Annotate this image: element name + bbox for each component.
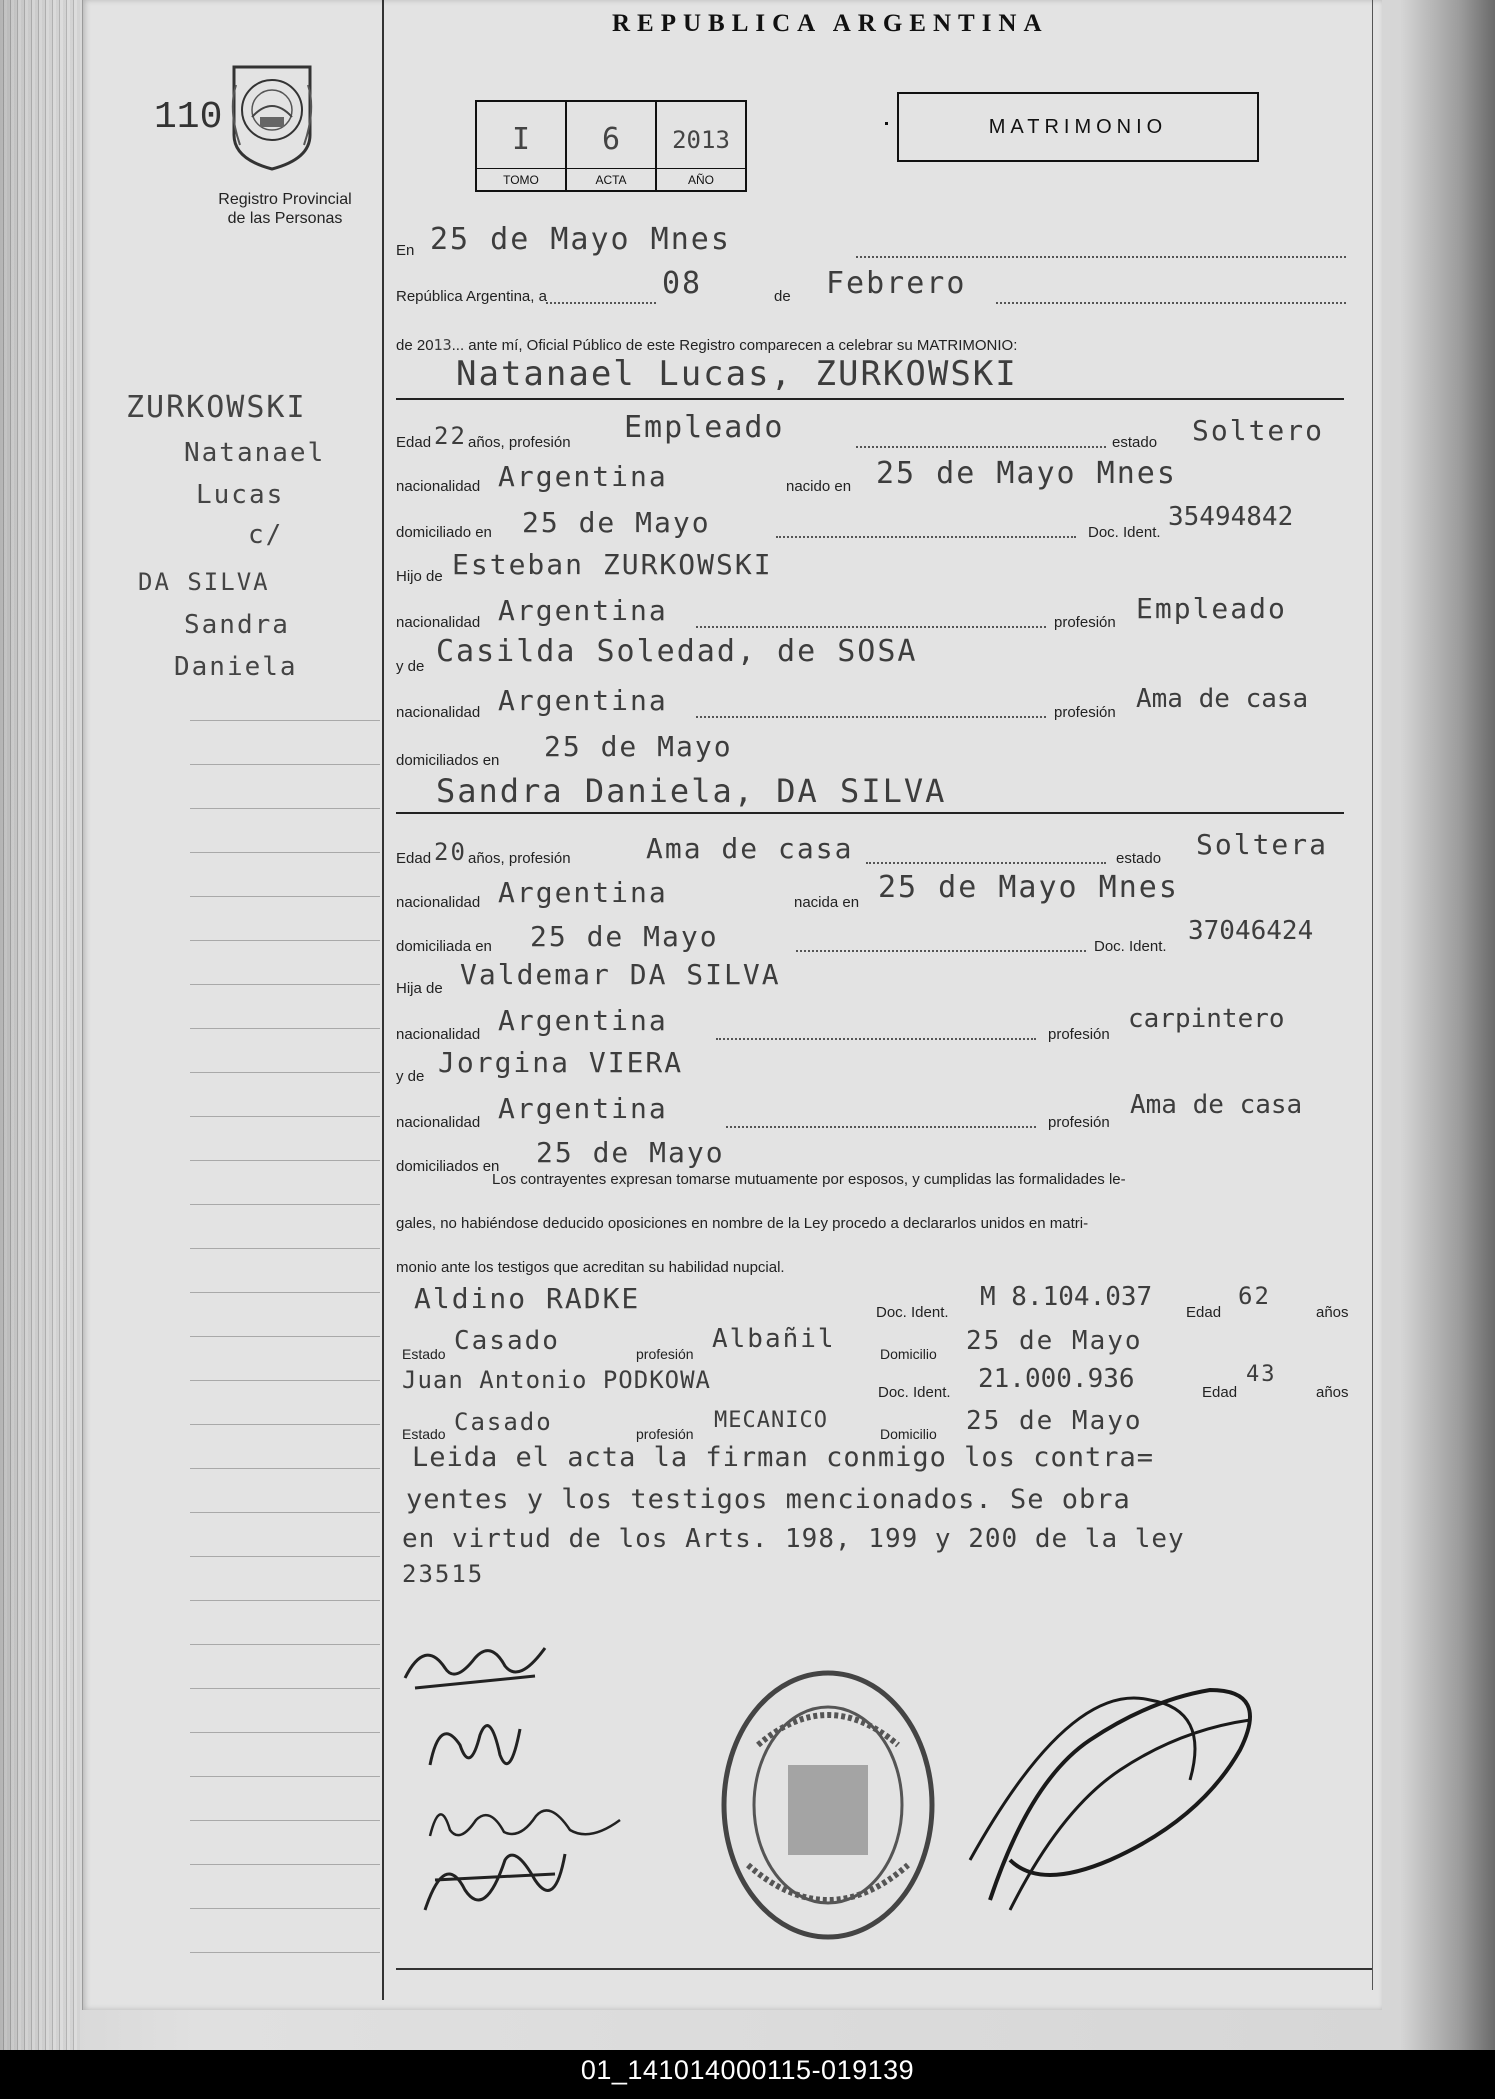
section-rule <box>396 812 1344 814</box>
witness-2-address: 25 de Mayo <box>966 1406 1143 1436</box>
domiciliados-label: domiciliados en <box>396 752 500 769</box>
groom-father-profession: Empleado <box>1136 592 1287 625</box>
domicilio-label: Domicilio <box>880 1346 937 1362</box>
estado-label: estado <box>1116 850 1162 867</box>
page-number: 110 <box>154 96 223 139</box>
file-identifier: 01_141014000115-019139 <box>580 2055 915 2085</box>
year-prefix: de 20 <box>396 337 434 354</box>
anos-profesion-label: años, profesión <box>468 850 571 867</box>
nacida-label: nacida en <box>794 894 860 911</box>
margin-connector: c/ <box>248 520 284 550</box>
bride-birthplace: 25 de Mayo Mnes <box>878 870 1179 905</box>
witness-2-name: Juan Antonio PODKOWA <box>402 1366 711 1394</box>
dotted-fill <box>696 716 1046 718</box>
margin-ruled-line <box>190 1292 380 1293</box>
margin-ruled-line <box>190 1468 380 1469</box>
domiciliados-label: domiciliados en <box>396 1158 500 1175</box>
groom-age: 22 <box>434 422 467 450</box>
groom-profession: Empleado <box>624 410 785 445</box>
witness-1-details-line <box>396 1322 1495 1362</box>
bride-mother-line <box>396 1044 1495 1084</box>
margin-ruled-line <box>190 1732 380 1733</box>
bride-name-line <box>396 766 1495 812</box>
delegate-stamp <box>1020 1750 1220 1810</box>
acta-cell <box>567 102 657 190</box>
nacionalidad-label: nacionalidad <box>396 478 481 495</box>
yde-label: y de <box>396 658 425 675</box>
groom-mother: Casilda Soledad, de SOSA <box>436 634 918 669</box>
bottom-border <box>396 1968 1372 1970</box>
groom-father: Esteban ZURKOWSKI <box>452 548 773 581</box>
bride-mother-nationality: Argentina <box>498 1092 668 1125</box>
republica-label: República Argentina, a <box>396 288 547 305</box>
edad-label: Edad <box>1186 1304 1222 1321</box>
profesion-label: profesión <box>1048 1026 1110 1043</box>
margin-firstname-bride: Sandra <box>184 610 290 640</box>
bride-father: Valdemar DA SILVA <box>460 958 781 991</box>
domiciliada-label: domiciliada en <box>396 938 492 955</box>
anio-label: AÑO <box>657 168 745 190</box>
closing-note-line <box>396 1560 1495 1600</box>
anio-value: 2013 <box>672 126 730 154</box>
declaration-paragraph <box>396 1158 1356 1290</box>
margin-divider <box>382 0 384 2000</box>
profesion-label: profesión <box>636 1426 694 1442</box>
section-rule <box>396 398 1344 400</box>
margin-ruled-line <box>190 764 380 765</box>
margin-ruled-line <box>190 1952 380 1953</box>
yde-label: y de <box>396 1068 425 1085</box>
nacionalidad-label: nacionalidad <box>396 614 481 631</box>
registry-name <box>190 190 380 228</box>
closing-note-line <box>396 1440 1495 1480</box>
nacionalidad-label: nacionalidad <box>396 1114 481 1131</box>
nacionalidad-label: nacionalidad <box>396 1026 481 1043</box>
bride-father-line <box>396 956 1495 996</box>
bride-age: 20 <box>434 838 467 866</box>
margin-ruled-line <box>190 1336 380 1337</box>
margin-ruled-line <box>190 1160 380 1161</box>
nacido-label: nacido en <box>786 478 852 495</box>
place-line <box>396 222 1495 262</box>
bride-father-nationality: Argentina <box>498 1004 668 1037</box>
anos-label: años <box>1316 1384 1349 1401</box>
margin-ruled-line <box>190 1512 380 1513</box>
bride-address: 25 de Mayo <box>530 920 719 953</box>
en-label: En <box>396 242 415 259</box>
margin-ruled-line <box>190 1248 380 1249</box>
dotted-fill <box>696 626 1046 628</box>
groom-address-line <box>396 498 1495 541</box>
tomo-label: TOMO <box>477 168 565 190</box>
margin-ruled-line <box>190 852 380 853</box>
groom-mother-line <box>396 634 1495 674</box>
dotted-fill <box>546 302 656 304</box>
document-type-box: MATRIMONIO <box>897 92 1259 162</box>
margin-ruled-line <box>190 1688 380 1689</box>
margin-ruled-line <box>190 1204 380 1205</box>
margin-ruled-line <box>190 1556 380 1557</box>
edad-label: Edad <box>396 434 432 451</box>
groom-name: Natanael Lucas, ZURKOWSKI <box>456 354 1018 394</box>
dotted-fill <box>856 256 1346 258</box>
margin-ruled-line <box>190 808 380 809</box>
domicilio-label: Domicilio <box>880 1426 937 1442</box>
provincial-seal-logo <box>222 55 322 173</box>
dotted-fill <box>776 536 1076 538</box>
year-statement-line: de 2013... ante mí, Oficial Público de este Registro comparecen a celebrar su MATRIMONIO: <box>396 336 1018 354</box>
groom-nationality: Argentina <box>498 460 668 493</box>
margin-ruled-line <box>190 1908 380 1909</box>
margin-ruled-line <box>190 1864 380 1865</box>
nacionalidad-label: nacionalidad <box>396 894 481 911</box>
official-round-stamp <box>718 1665 938 1945</box>
date-line <box>396 266 1495 306</box>
margin-surname-bride: DA SILVA <box>138 568 270 596</box>
groom-civil-status: Soltero <box>1192 414 1325 447</box>
witness-1-age: 62 <box>1238 1282 1271 1310</box>
groom-mother-profession: Ama de casa <box>1136 684 1309 714</box>
margin-ruled-line <box>190 1028 380 1029</box>
dotted-fill <box>796 950 1086 952</box>
anos-profesion-label: años, profesión <box>468 434 571 451</box>
groom-doc-number: 35494842 <box>1168 502 1294 532</box>
bride-father-profession: carpintero <box>1128 1004 1285 1034</box>
witness-1-doc: M 8.104.037 <box>980 1282 1153 1312</box>
margin-middlename-bride: Daniela <box>174 652 298 682</box>
witness-2-age: 43 <box>1246 1362 1277 1387</box>
profesion-label: profesión <box>1048 1114 1110 1131</box>
witness-2-line <box>396 1362 1495 1402</box>
witness-1-name: Aldino RADKE <box>414 1282 641 1315</box>
month-value: Febrero <box>826 266 967 301</box>
dot-mark <box>885 122 888 125</box>
groom-mother-nationality: Argentina <box>498 684 668 717</box>
book-page-edges <box>0 0 80 2050</box>
margin-middlename-groom: Lucas <box>196 480 285 510</box>
day-value: 08 <box>662 266 703 301</box>
estado-label: estado <box>1112 434 1158 451</box>
nacionalidad-label: nacionalidad <box>396 704 481 721</box>
bride-profession: Ama de casa <box>646 832 854 865</box>
groom-parents-address: 25 de Mayo <box>544 730 733 763</box>
margin-firstname-groom: Natanael <box>184 438 326 468</box>
margin-ruled-line <box>190 1380 380 1381</box>
declaration-line-1: Los contrayentes expresan tomarse mutuamente por esposos, y cumplidas las formalidades le- <box>492 1171 1126 1188</box>
dotted-fill <box>996 302 1346 304</box>
signature-1 <box>395 1628 555 1700</box>
margin-ruled-line <box>190 984 380 985</box>
bride-civil-status: Soltera <box>1196 828 1329 861</box>
margin-ruled-line <box>190 940 380 941</box>
margin-ruled-line <box>190 720 380 721</box>
doc-label: Doc. Ident. <box>1088 524 1161 541</box>
bride-name: Sandra Daniela, DA SILVA <box>436 772 947 810</box>
groom-father-nationality: Argentina <box>498 594 668 627</box>
witness-2-details-line <box>396 1402 1495 1442</box>
de-label: de <box>774 288 791 305</box>
domiciliado-label: domiciliado en <box>396 524 492 541</box>
bride-mother: Jorgina VIERA <box>438 1046 684 1079</box>
estado-label: Estado <box>402 1346 446 1362</box>
groom-birthplace: 25 de Mayo Mnes <box>876 456 1177 491</box>
witness-1-address: 25 de Mayo <box>966 1326 1143 1356</box>
margin-ruled-line <box>190 1776 380 1777</box>
tomo-value: I <box>511 122 531 157</box>
closing-note-line <box>396 1522 1495 1562</box>
groom-name-line <box>396 350 1495 398</box>
witness-1-profession: Albañil <box>712 1324 836 1354</box>
year-suffix: 13 <box>433 336 452 354</box>
margin-ruled-line <box>190 1600 380 1601</box>
witness-2-profession: MECANICO <box>714 1408 828 1433</box>
acta-label: ACTA <box>567 168 655 190</box>
witness-2-status: Casado <box>454 1408 553 1436</box>
country-title: REPUBLICA ARGENTINA <box>612 10 1049 37</box>
bride-father-nationality-line <box>396 1000 1495 1043</box>
margin-ruled-line <box>190 1820 380 1821</box>
margin-ruled-line <box>190 1116 380 1117</box>
registry-line-2: de las Personas <box>227 210 343 227</box>
edad-label: Edad <box>396 850 432 867</box>
profesion-label: profesión <box>1054 704 1116 721</box>
bride-doc-number: 37046424 <box>1188 916 1314 946</box>
dotted-fill <box>726 1126 1036 1128</box>
margin-surname-groom: ZURKOWSKI <box>126 390 307 425</box>
estado-label: Estado <box>402 1426 446 1442</box>
bride-parents-address: 25 de Mayo <box>536 1136 725 1169</box>
closing-note-2: yentes y los testigos mencionados. Se obra <box>406 1484 1131 1515</box>
groom-mother-nationality-line <box>396 680 1495 720</box>
witness-1-status: Casado <box>454 1326 560 1356</box>
closing-note-1: Leida el acta la firman conmigo los contra= <box>412 1442 1154 1473</box>
closing-note-3: en virtud de los Arts. 198, 199 y 200 de la ley <box>402 1524 1185 1554</box>
groom-age-line <box>396 410 1495 450</box>
bride-address-line <box>396 912 1495 955</box>
bride-nationality: Argentina <box>498 876 668 909</box>
tomo-cell <box>477 102 567 190</box>
registry-line-1: Registro Provincial <box>218 191 352 208</box>
signature-4 <box>405 1840 575 1925</box>
margin-ruled-line <box>190 1644 380 1645</box>
bride-mother-profession: Ama de casa <box>1130 1090 1303 1120</box>
bride-nationality-line <box>396 870 1495 910</box>
dotted-fill <box>856 446 1106 448</box>
anos-label: años <box>1316 1304 1349 1321</box>
closing-note-line <box>396 1482 1495 1522</box>
acta-value: 6 <box>601 122 621 157</box>
hija-label: Hija de <box>396 980 443 997</box>
profesion-label: profesión <box>636 1346 694 1362</box>
anio-cell <box>657 102 745 190</box>
dotted-fill <box>866 862 1106 864</box>
groom-father-line <box>396 544 1495 584</box>
groom-father-nationality-line <box>396 590 1495 630</box>
profesion-label: profesión <box>1054 614 1116 631</box>
closing-note-4: 23515 <box>402 1560 485 1588</box>
place-value: 25 de Mayo Mnes <box>430 222 731 257</box>
declaration-line-3: monio ante los testigos que acreditan su habilidad nupcial. <box>396 1259 785 1276</box>
bride-mother-nationality-line <box>396 1088 1495 1131</box>
edad-label: Edad <box>1202 1384 1238 1401</box>
margin-ruled-line <box>190 1072 380 1073</box>
groom-address: 25 de Mayo <box>522 506 711 539</box>
tomo-acta-anio-box <box>475 100 747 192</box>
doc-label: Doc. Ident. <box>878 1384 951 1401</box>
margin-ruled-line <box>190 1424 380 1425</box>
dotted-fill <box>716 1038 1036 1040</box>
groom-parents-address-line <box>396 724 1495 769</box>
doc-label: Doc. Ident. <box>1094 938 1167 955</box>
witness-2-doc: 21.000.936 <box>978 1364 1135 1394</box>
statement-text: ante mí, Oficial Público de este Registro comparecen a celebrar su MATRIMONIO: <box>468 337 1018 354</box>
witness-1-line <box>396 1282 1495 1322</box>
doc-label: Doc. Ident. <box>876 1304 949 1321</box>
declaration-line-2: gales, no habiéndose deducido oposiciones en nombre de la Ley procedo a declararlos unidos en matri- <box>396 1215 1089 1232</box>
signature-2 <box>420 1705 530 1787</box>
margin-ruled-line <box>190 896 380 897</box>
groom-nationality-line <box>396 454 1495 494</box>
hijo-label: Hijo de <box>396 568 443 585</box>
bride-age-line <box>396 826 1495 866</box>
